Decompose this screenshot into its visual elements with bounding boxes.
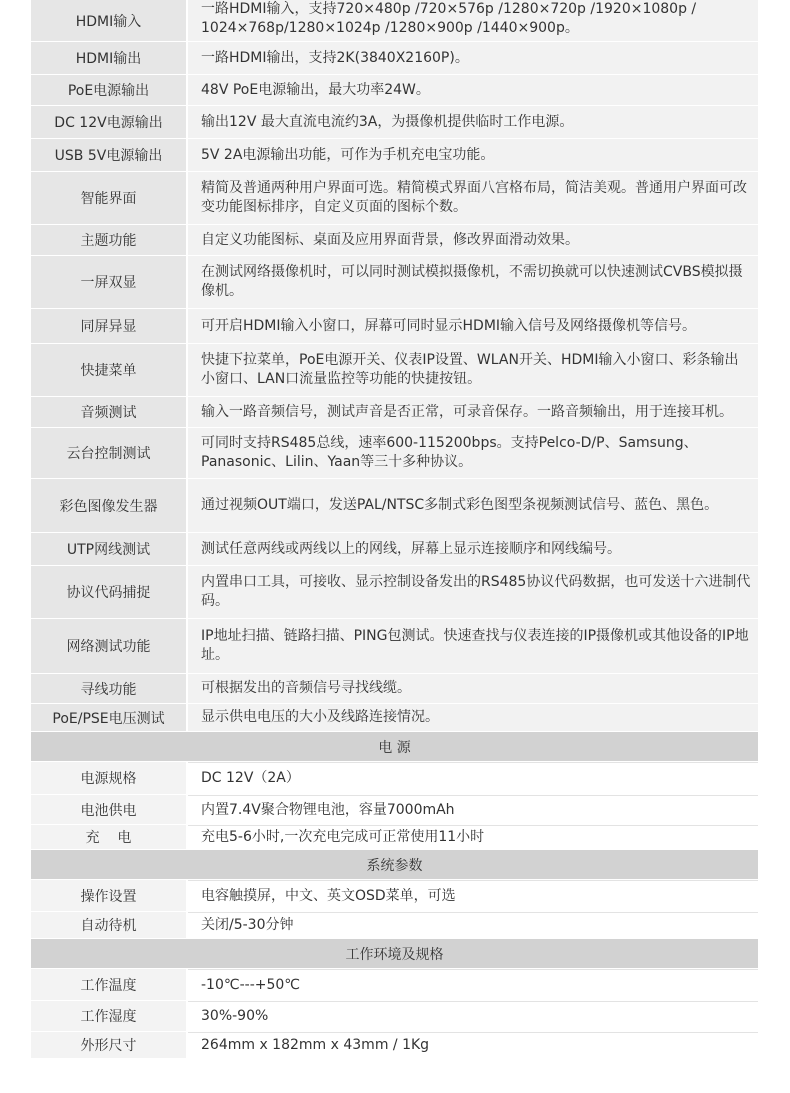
spec-label: PoE/PSE电压测试 [31, 704, 188, 731]
spec-value: IP地址扫描、链路扫描、PING包测试。快速查找与仪表连接的IP摄像机或其他设备的IP地址。 [188, 619, 758, 673]
spec-row-auto-standby [31, 912, 758, 939]
spec-row-temperature [31, 969, 758, 1001]
spec-value: 5V 2A电源输出功能，可作为手机充电宝功能。 [188, 139, 758, 171]
spec-label: 主题功能 [31, 225, 188, 255]
spec-label: 自动待机 [31, 912, 188, 938]
spec-label: 一屏双显 [31, 256, 188, 308]
spec-value: 快捷下拉菜单，PoE电源开关、仪表IP设置、WLAN开关、HDMI输入小窗口、彩条输出小窗口、LAN口流量监控等功能的快捷按钮。 [188, 344, 758, 396]
spec-value: 内置串口工具，可接收、显示控制设备发出的RS485协议代码数据，也可发送十六进制代码。 [188, 566, 758, 618]
spec-row-protocol-capture [31, 566, 758, 619]
spec-row-hdmi-output [31, 42, 758, 75]
spec-label: 音频测试 [31, 397, 188, 427]
spec-row-audio-test [31, 397, 758, 428]
spec-value: 电容触摸屏，中文、英文OSD菜单，可选 [188, 880, 758, 911]
spec-row-pip-display [31, 309, 758, 344]
spec-row-color-generator [31, 479, 758, 533]
spec-row-utp-test [31, 533, 758, 566]
spec-row-dual-display [31, 256, 758, 309]
spec-value: 精简及普通两种用户界面可选。精简模式界面八宫格布局，简洁美观。普通用户界面可改变功能图标排序，自定义页面的图标个数。 [188, 172, 758, 224]
spec-label: HDMI输入 [31, 0, 188, 41]
spec-row-battery [31, 795, 758, 825]
spec-value: 充电5-6小时,一次充电完成可正常使用11小时 [188, 825, 758, 849]
spec-label: 快捷菜单 [31, 344, 188, 396]
spec-label: 彩色图像发生器 [31, 479, 188, 532]
spec-label: 充 电 [31, 825, 188, 849]
spec-row-poe-voltage-test [31, 704, 758, 732]
spec-value: 可根据发出的音频信号寻找线缆。 [188, 674, 758, 703]
spec-table [31, 0, 758, 1059]
spec-row-dimensions [31, 1032, 758, 1059]
spec-row-theme [31, 225, 758, 256]
spec-row-network-test [31, 619, 758, 674]
spec-value: 在测试网络摄像机时，可以同时测试模拟摄像机，不需切换就可以快速测试CVBS模拟摄像机。 [188, 256, 758, 308]
spec-value: 264mm x 182mm x 43mm / 1Kg [188, 1032, 758, 1058]
spec-label: 工作湿度 [31, 1001, 188, 1031]
spec-label: 同屏异显 [31, 309, 188, 343]
section-header-system: 系统参数 [31, 850, 758, 880]
spec-label: 云台控制测试 [31, 428, 188, 478]
spec-value: 可开启HDMI输入小窗口，屏幕可同时显示HDMI输入信号及网络摄像机等信号。 [188, 309, 758, 343]
section-header-power: 电 源 [31, 732, 758, 762]
spec-row-operation [31, 880, 758, 912]
spec-value: 显示供电电压的大小及线路连接情况。 [188, 704, 758, 731]
spec-value: -10℃---+50℃ [188, 969, 758, 1000]
spec-row-usb5v-output [31, 139, 758, 172]
spec-row-poe-output [31, 75, 758, 106]
spec-row-humidity [31, 1001, 758, 1032]
spec-label: 电源规格 [31, 762, 188, 794]
spec-label: DC 12V电源输出 [31, 106, 188, 138]
section-header-environment: 工作环境及规格 [31, 939, 758, 969]
spec-label: 工作温度 [31, 969, 188, 1000]
spec-label: 协议代码捕捉 [31, 566, 188, 618]
spec-label: HDMI输出 [31, 42, 188, 74]
spec-value: 内置7.4V聚合物锂电池，容量7000mAh [188, 795, 758, 824]
spec-value: 一路HDMI输入，支持720×480p /720×576p /1280×720p /1920×1080p / 1024×768p/1280×1024p /1280×900p /1440×900p。 [188, 0, 758, 41]
spec-label: 寻线功能 [31, 674, 188, 703]
spec-value: 一路HDMI输出，支持2K(3840X2160P)。 [188, 42, 758, 74]
spec-row-smart-ui [31, 172, 758, 225]
spec-row-dc12v-output [31, 106, 758, 139]
spec-label: 智能界面 [31, 172, 188, 224]
spec-value: 输出12V 最大直流电流约3A，为摄像机提供临时工作电源。 [188, 106, 758, 138]
spec-label: UTP网线测试 [31, 533, 188, 565]
spec-label: 外形尺寸 [31, 1032, 188, 1058]
spec-value: 自定义功能图标、桌面及应用界面背景，修改界面滑动效果。 [188, 225, 758, 255]
spec-label: 电池供电 [31, 795, 188, 824]
spec-label: 网络测试功能 [31, 619, 188, 673]
spec-row-hdmi-input [31, 0, 758, 42]
spec-label: USB 5V电源输出 [31, 139, 188, 171]
spec-value: 30%-90% [188, 1001, 758, 1031]
spec-value: 测试任意两线或两线以上的网线，屏幕上显示连接顺序和网线编号。 [188, 533, 758, 565]
spec-value: 输入一路音频信号，测试声音是否正常，可录音保存。一路音频输出，用于连接耳机。 [188, 397, 758, 427]
spec-value: 可同时支持RS485总线，速率600-115200bps。支持Pelco-D/P、Samsung、Panasonic、Lilin、Yaan等三十多种协议。 [188, 428, 758, 478]
spec-row-charging [31, 825, 758, 850]
spec-row-ptz-test [31, 428, 758, 479]
spec-row-cable-tracer [31, 674, 758, 704]
spec-value: DC 12V（2A） [188, 762, 758, 794]
spec-value: 通过视频OUT端口，发送PAL/NTSC多制式彩色图型条视频测试信号、蓝色、黑色。 [188, 479, 758, 532]
spec-label: 操作设置 [31, 880, 188, 911]
spec-row-quick-menu [31, 344, 758, 397]
spec-row-power-spec [31, 762, 758, 795]
spec-label: PoE电源输出 [31, 75, 188, 105]
spec-value: 48V PoE电源输出，最大功率24W。 [188, 75, 758, 105]
spec-value: 关闭/5-30分钟 [188, 912, 758, 938]
